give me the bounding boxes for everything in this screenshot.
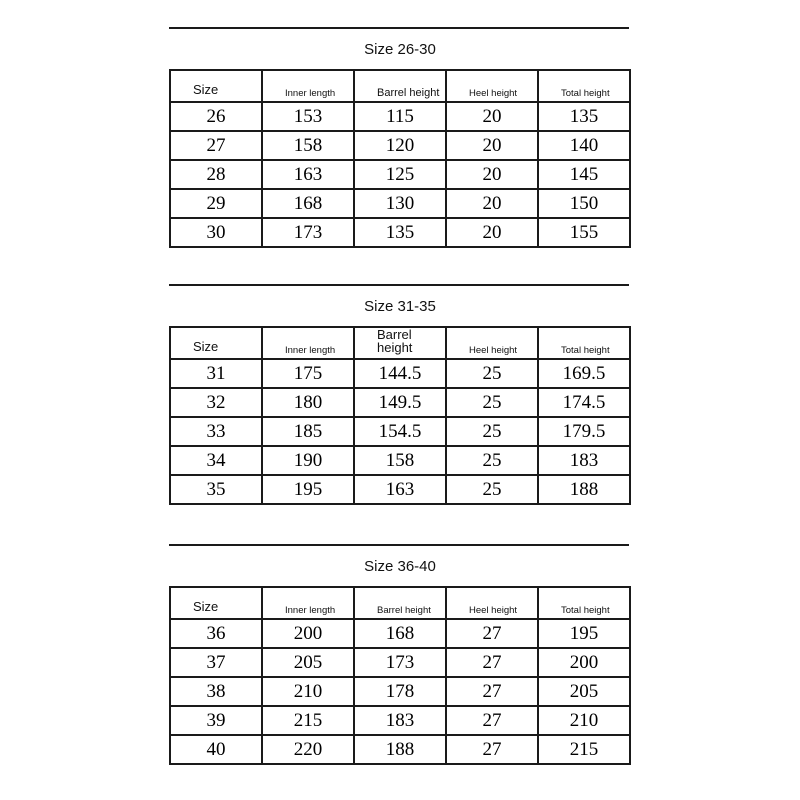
cell-total-height: 145 (538, 160, 630, 189)
cell-barrel-height: 130 (354, 189, 446, 218)
cell-heel-height: 27 (446, 677, 538, 706)
table-row (170, 359, 630, 388)
header-size: Size (170, 587, 262, 619)
header-total-height: Total height (538, 587, 630, 619)
size-table-36-40 (169, 544, 631, 765)
cell-inner-length: 220 (262, 735, 354, 764)
cell-barrel-height: 135 (354, 218, 446, 247)
table-row (170, 417, 630, 446)
cell-heel-height: 25 (446, 417, 538, 446)
header-barrel-height: Barrel height (354, 70, 446, 102)
header-heel-height: Heel height (446, 327, 538, 359)
cell-total-height: 195 (538, 619, 630, 648)
cell-total-height: 205 (538, 677, 630, 706)
cell-heel-height: 20 (446, 131, 538, 160)
table-header-row (170, 327, 630, 359)
cell-size: 30 (170, 218, 262, 247)
cell-barrel-height: 120 (354, 131, 446, 160)
cell-heel-height: 25 (446, 359, 538, 388)
cell-barrel-height: 154.5 (354, 417, 446, 446)
cell-inner-length: 210 (262, 677, 354, 706)
header-heel-height: Heel height (446, 587, 538, 619)
size-table-26-30 (169, 27, 631, 248)
cell-barrel-height: 149.5 (354, 388, 446, 417)
header-total-height: Total height (538, 70, 630, 102)
cell-size: 37 (170, 648, 262, 677)
cell-inner-length: 168 (262, 189, 354, 218)
table-title: Size 26-30 (170, 28, 630, 70)
cell-inner-length: 153 (262, 102, 354, 131)
cell-size: 34 (170, 446, 262, 475)
cell-barrel-height: 163 (354, 475, 446, 504)
cell-inner-length: 180 (262, 388, 354, 417)
cell-heel-height: 20 (446, 218, 538, 247)
cell-heel-height: 25 (446, 475, 538, 504)
cell-heel-height: 27 (446, 735, 538, 764)
cell-total-height: 169.5 (538, 359, 630, 388)
cell-total-height: 179.5 (538, 417, 630, 446)
table-title-row (170, 545, 630, 587)
cell-barrel-height: 158 (354, 446, 446, 475)
header-size: Size (170, 70, 262, 102)
cell-inner-length: 195 (262, 475, 354, 504)
header-barrel-height: Barrel height (354, 327, 446, 359)
cell-barrel-height: 178 (354, 677, 446, 706)
table-title-row (170, 28, 630, 70)
table-title: Size 31-35 (170, 285, 630, 327)
cell-total-height: 200 (538, 648, 630, 677)
cell-inner-length: 173 (262, 218, 354, 247)
header-size: Size (170, 327, 262, 359)
header-inner-length: Inner length (262, 587, 354, 619)
cell-total-height: 155 (538, 218, 630, 247)
table-row (170, 475, 630, 504)
cell-inner-length: 190 (262, 446, 354, 475)
cell-barrel-height: 144.5 (354, 359, 446, 388)
cell-size: 29 (170, 189, 262, 218)
cell-barrel-height: 173 (354, 648, 446, 677)
cell-inner-length: 163 (262, 160, 354, 189)
table-title-row (170, 285, 630, 327)
cell-size: 33 (170, 417, 262, 446)
table-row (170, 619, 630, 648)
cell-size: 31 (170, 359, 262, 388)
table-row (170, 189, 630, 218)
cell-size: 27 (170, 131, 262, 160)
table-row (170, 160, 630, 189)
header-barrel-height: Barrel height (354, 587, 446, 619)
cell-barrel-height: 183 (354, 706, 446, 735)
cell-barrel-height: 125 (354, 160, 446, 189)
cell-size: 39 (170, 706, 262, 735)
cell-heel-height: 27 (446, 648, 538, 677)
table-row (170, 735, 630, 764)
cell-inner-length: 175 (262, 359, 354, 388)
cell-size: 35 (170, 475, 262, 504)
cell-inner-length: 200 (262, 619, 354, 648)
cell-inner-length: 158 (262, 131, 354, 160)
table-row (170, 388, 630, 417)
cell-heel-height: 27 (446, 619, 538, 648)
cell-heel-height: 25 (446, 446, 538, 475)
cell-barrel-height: 188 (354, 735, 446, 764)
cell-heel-height: 25 (446, 388, 538, 417)
table-row (170, 218, 630, 247)
table-row (170, 102, 630, 131)
cell-inner-length: 205 (262, 648, 354, 677)
cell-inner-length: 185 (262, 417, 354, 446)
table-row (170, 677, 630, 706)
cell-size: 36 (170, 619, 262, 648)
cell-size: 40 (170, 735, 262, 764)
table-header-row (170, 70, 630, 102)
cell-size: 28 (170, 160, 262, 189)
header-total-height: Total height (538, 327, 630, 359)
cell-size: 32 (170, 388, 262, 417)
cell-total-height: 174.5 (538, 388, 630, 417)
cell-size: 26 (170, 102, 262, 131)
header-inner-length: Inner length (262, 70, 354, 102)
table-row (170, 131, 630, 160)
cell-total-height: 188 (538, 475, 630, 504)
cell-inner-length: 215 (262, 706, 354, 735)
cell-heel-height: 20 (446, 102, 538, 131)
cell-heel-height: 27 (446, 706, 538, 735)
cell-barrel-height: 168 (354, 619, 446, 648)
cell-heel-height: 20 (446, 160, 538, 189)
cell-size: 38 (170, 677, 262, 706)
cell-total-height: 135 (538, 102, 630, 131)
cell-total-height: 210 (538, 706, 630, 735)
table-row (170, 648, 630, 677)
table-row (170, 706, 630, 735)
size-table-31-35 (169, 284, 631, 505)
cell-total-height: 150 (538, 189, 630, 218)
header-inner-length: Inner length (262, 327, 354, 359)
table-row (170, 446, 630, 475)
table-header-row (170, 587, 630, 619)
header-heel-height: Heel height (446, 70, 538, 102)
cell-total-height: 215 (538, 735, 630, 764)
cell-total-height: 140 (538, 131, 630, 160)
cell-barrel-height: 115 (354, 102, 446, 131)
table-title: Size 36-40 (170, 545, 630, 587)
cell-total-height: 183 (538, 446, 630, 475)
cell-heel-height: 20 (446, 189, 538, 218)
